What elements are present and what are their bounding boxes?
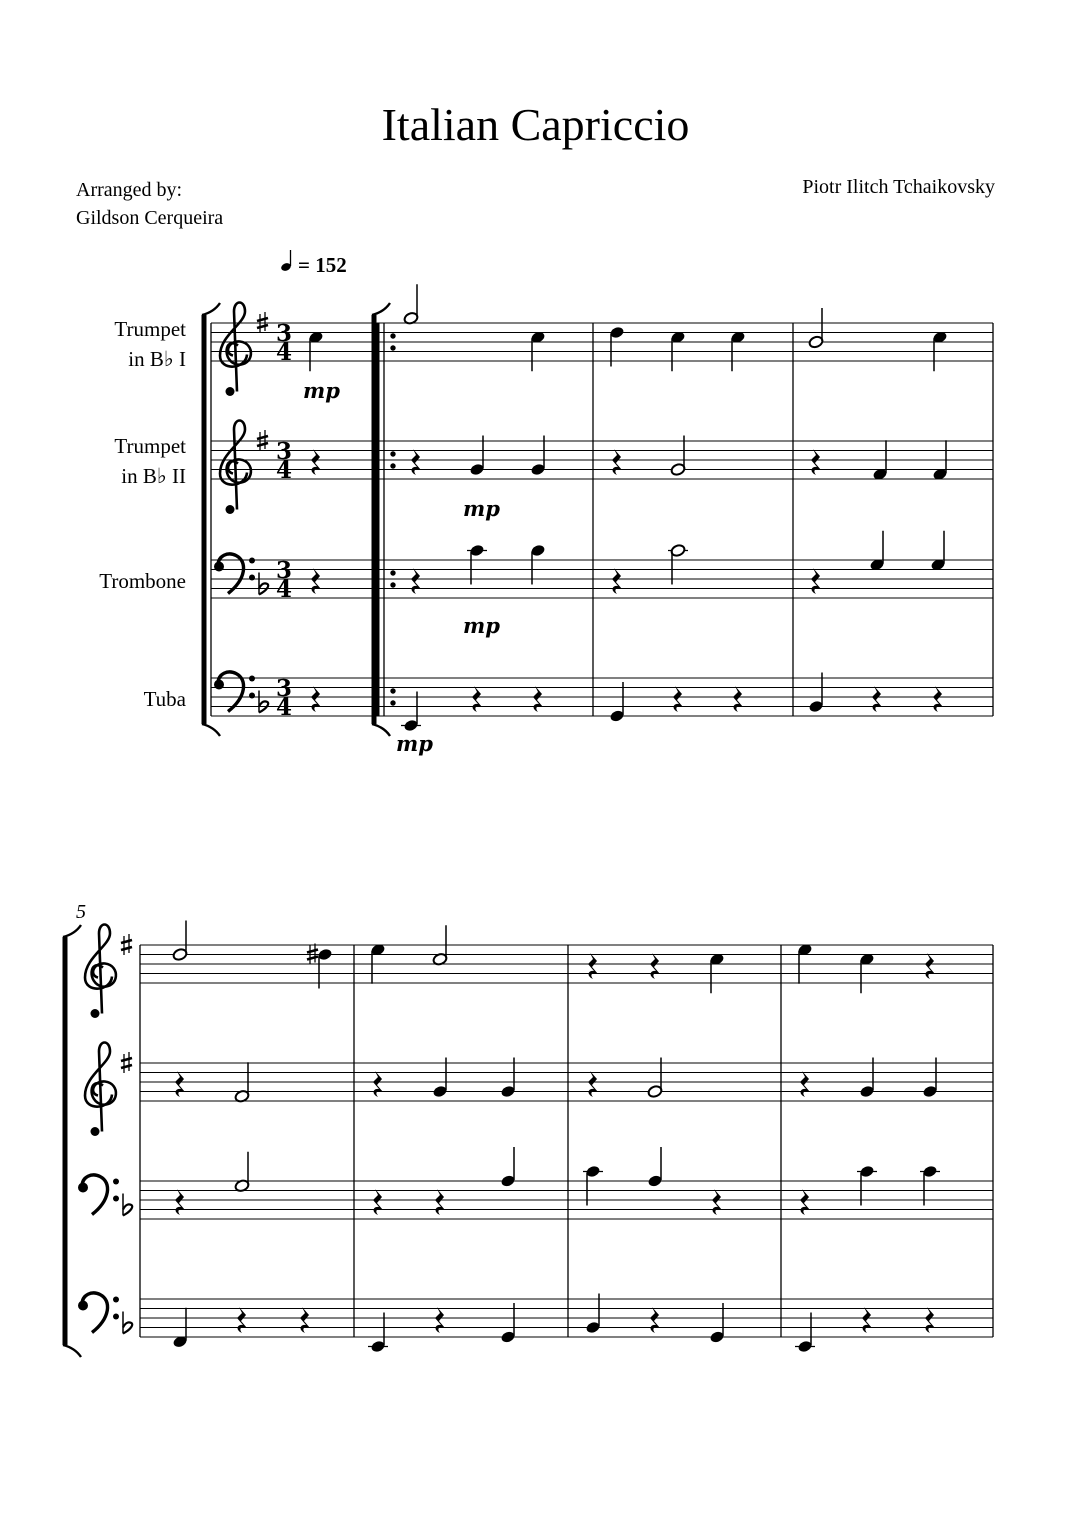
quarter-rest	[311, 686, 321, 712]
dynamic-mp: mp	[303, 378, 340, 403]
quarter-rest	[862, 1307, 872, 1333]
quarter-rest	[650, 1307, 660, 1333]
time-sig-top: 3	[276, 438, 293, 465]
quarter-rest	[933, 686, 943, 712]
key-flat	[259, 573, 268, 595]
bracket-hook	[63, 925, 81, 937]
quarter-rest	[925, 1307, 935, 1333]
score-title: Italian Capriccio	[381, 99, 690, 150]
key-flat	[123, 1312, 132, 1334]
measure-number: 5	[76, 901, 86, 923]
composer-credit: Piotr Ilitch Tchaikovsky	[802, 176, 995, 198]
bracket-hook	[372, 303, 390, 315]
key-flat	[123, 1194, 132, 1216]
quarter-rest	[411, 449, 421, 475]
bracket-hook	[202, 303, 220, 315]
quarter-rest	[311, 449, 321, 475]
time-sig-bottom: 4	[276, 339, 293, 366]
quarter-rest	[800, 1071, 810, 1097]
quarter-rest	[872, 686, 882, 712]
dynamic-mp: mp	[463, 613, 500, 638]
instrument-label-trombone: Trombone	[99, 569, 186, 593]
treble-clef	[85, 925, 116, 1019]
instrument-label-tuba: Tuba	[143, 687, 186, 711]
quarter-rest	[373, 1071, 383, 1097]
quarter-rest	[411, 568, 421, 594]
time-sig-top: 3	[276, 320, 293, 347]
quarter-rest	[811, 449, 821, 475]
time-sig-top: 3	[276, 675, 293, 702]
dynamic-mp: mp	[396, 731, 433, 756]
quarter-rest	[811, 568, 821, 594]
key-flat	[259, 691, 268, 713]
quarter-rest	[612, 568, 622, 594]
quarter-rest	[800, 1189, 810, 1215]
instrument-label-trumpet-2: Trumpet in B♭ II	[114, 434, 186, 488]
bass-clef	[78, 1175, 119, 1215]
key-sharp	[121, 1052, 132, 1073]
key-sharp	[121, 934, 132, 955]
quarter-rest	[175, 1071, 185, 1097]
quarter-rest	[588, 1071, 598, 1097]
quarter-rest	[925, 953, 935, 979]
treble-clef	[220, 303, 251, 397]
quarter-rest	[712, 1189, 722, 1215]
bass-clef	[78, 1293, 119, 1333]
quarter-rest	[237, 1307, 247, 1333]
time-sig-bottom: 4	[276, 457, 293, 484]
quarter-rest	[588, 953, 598, 979]
quarter-rest	[612, 449, 622, 475]
time-sig-top: 3	[276, 557, 293, 584]
treble-clef	[85, 1043, 116, 1137]
quarter-rest	[673, 686, 683, 712]
time-sig-bottom: 4	[276, 694, 293, 721]
bracket-hook	[202, 724, 220, 736]
time-sig-bottom: 4	[276, 576, 293, 603]
quarter-rest	[472, 686, 482, 712]
arranger-label: Arranged by:	[76, 179, 183, 201]
bracket-hook	[372, 724, 390, 736]
bracket-hook	[63, 1345, 81, 1357]
treble-clef	[220, 421, 251, 515]
quarter-rest	[373, 1189, 383, 1215]
dynamic-mp: mp	[463, 496, 500, 521]
quarter-rest	[300, 1307, 310, 1333]
quarter-rest	[435, 1189, 445, 1215]
instrument-label-trumpet-1: Trumpet in B♭ I	[114, 317, 186, 371]
quarter-rest	[435, 1307, 445, 1333]
quarter-rest	[175, 1189, 185, 1215]
quarter-rest	[733, 686, 743, 712]
quarter-rest	[650, 953, 660, 979]
quarter-rest	[533, 686, 543, 712]
quarter-rest	[311, 568, 321, 594]
tempo-value: = 152	[298, 253, 347, 277]
arranger-name: Gildson Cerqueira	[76, 207, 224, 229]
